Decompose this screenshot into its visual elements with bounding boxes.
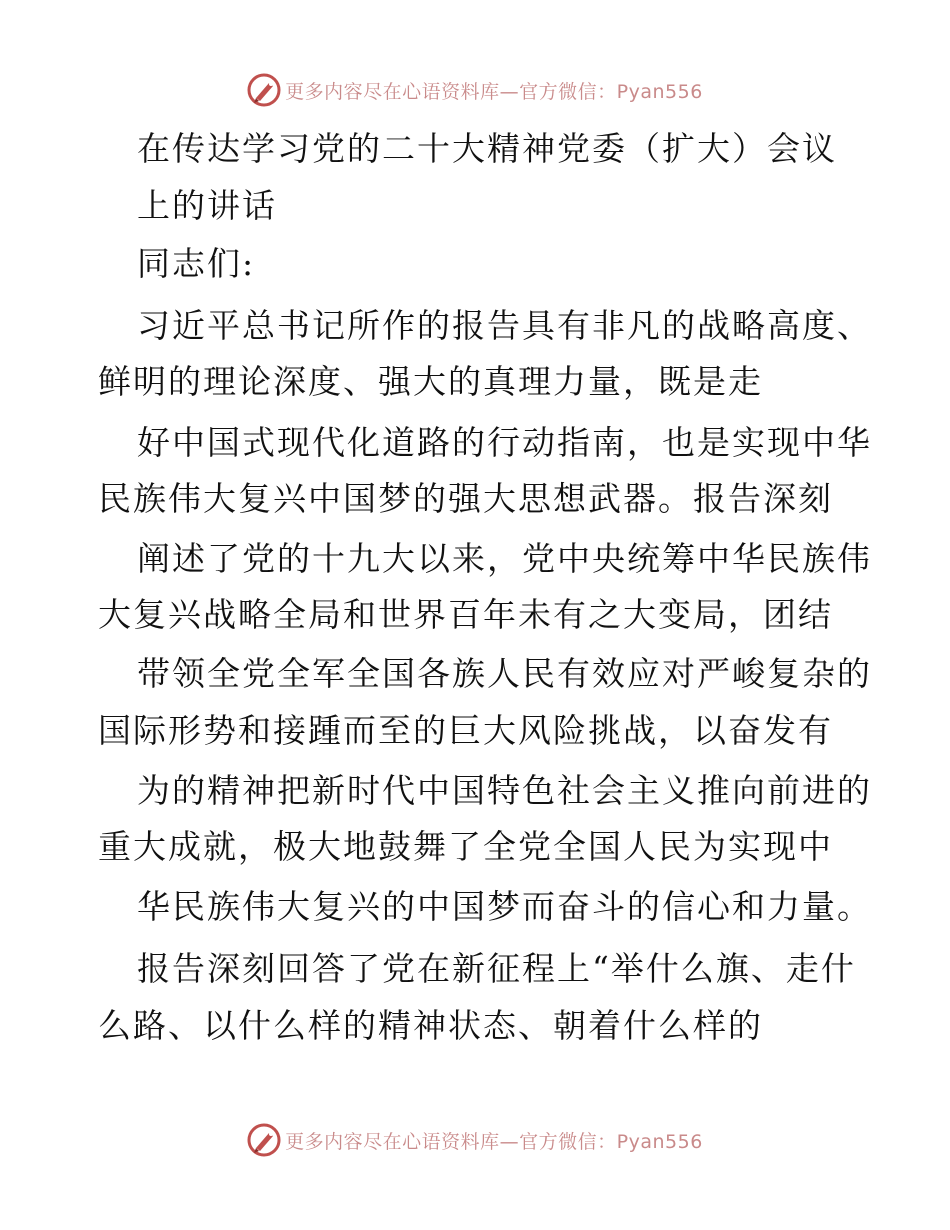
text-line: 同志们: — [137, 244, 256, 283]
text-line: 国际形势和接踵而至的巨大风险挑战，以奋发有 — [98, 711, 833, 750]
watermark-text: 更多内容尽在心语资料库—官方微信：Pyan556 — [285, 1130, 703, 1153]
footer-watermark — [0, 1120, 950, 1160]
text-line: 民族伟大复兴中国梦的强大思想武器。报告深刻 — [98, 479, 833, 518]
text-line: 好中国式现代化道路的行动指南，也是实现中华 — [137, 423, 872, 462]
text-line: 阐述了党的十九大以来，党中央统筹中华民族伟 — [137, 539, 872, 578]
text-line: 带领全党全军全国各族人民有效应对严峻复杂的 — [137, 654, 872, 693]
text-line: 习近平总书记所作的报告具有非凡的战略高度、 — [137, 306, 872, 345]
text-line: 为的精神把新时代中国特色社会主义推向前进的 — [137, 771, 872, 810]
pen-logo-icon — [247, 73, 281, 107]
text-line: 么路、以什么样的精神状态、朝着什么样的 — [98, 1006, 763, 1045]
text-line: 华民族伟大复兴的中国梦而奋斗的信心和力量。 — [137, 887, 872, 926]
watermark-text: 更多内容尽在心语资料库—官方微信：Pyan556 — [285, 80, 703, 103]
pen-logo-icon — [247, 1123, 281, 1157]
header-watermark — [0, 70, 950, 110]
text-line: 报告深刻回答了党在新征程上“举什么旗、走什 — [137, 949, 856, 988]
text-line: 鲜明的理论深度、强大的真理力量，既是走 — [98, 362, 763, 401]
text-line: 大复兴战略全局和世界百年未有之大变局，团结 — [98, 595, 833, 634]
text-line: 重大成就，极大地鼓舞了全党全国人民为实现中 — [98, 827, 833, 866]
text-line: 在传达学习党的二十大精神党委（扩大）会议 — [137, 129, 837, 168]
text-line: 上的讲话 — [137, 186, 277, 225]
